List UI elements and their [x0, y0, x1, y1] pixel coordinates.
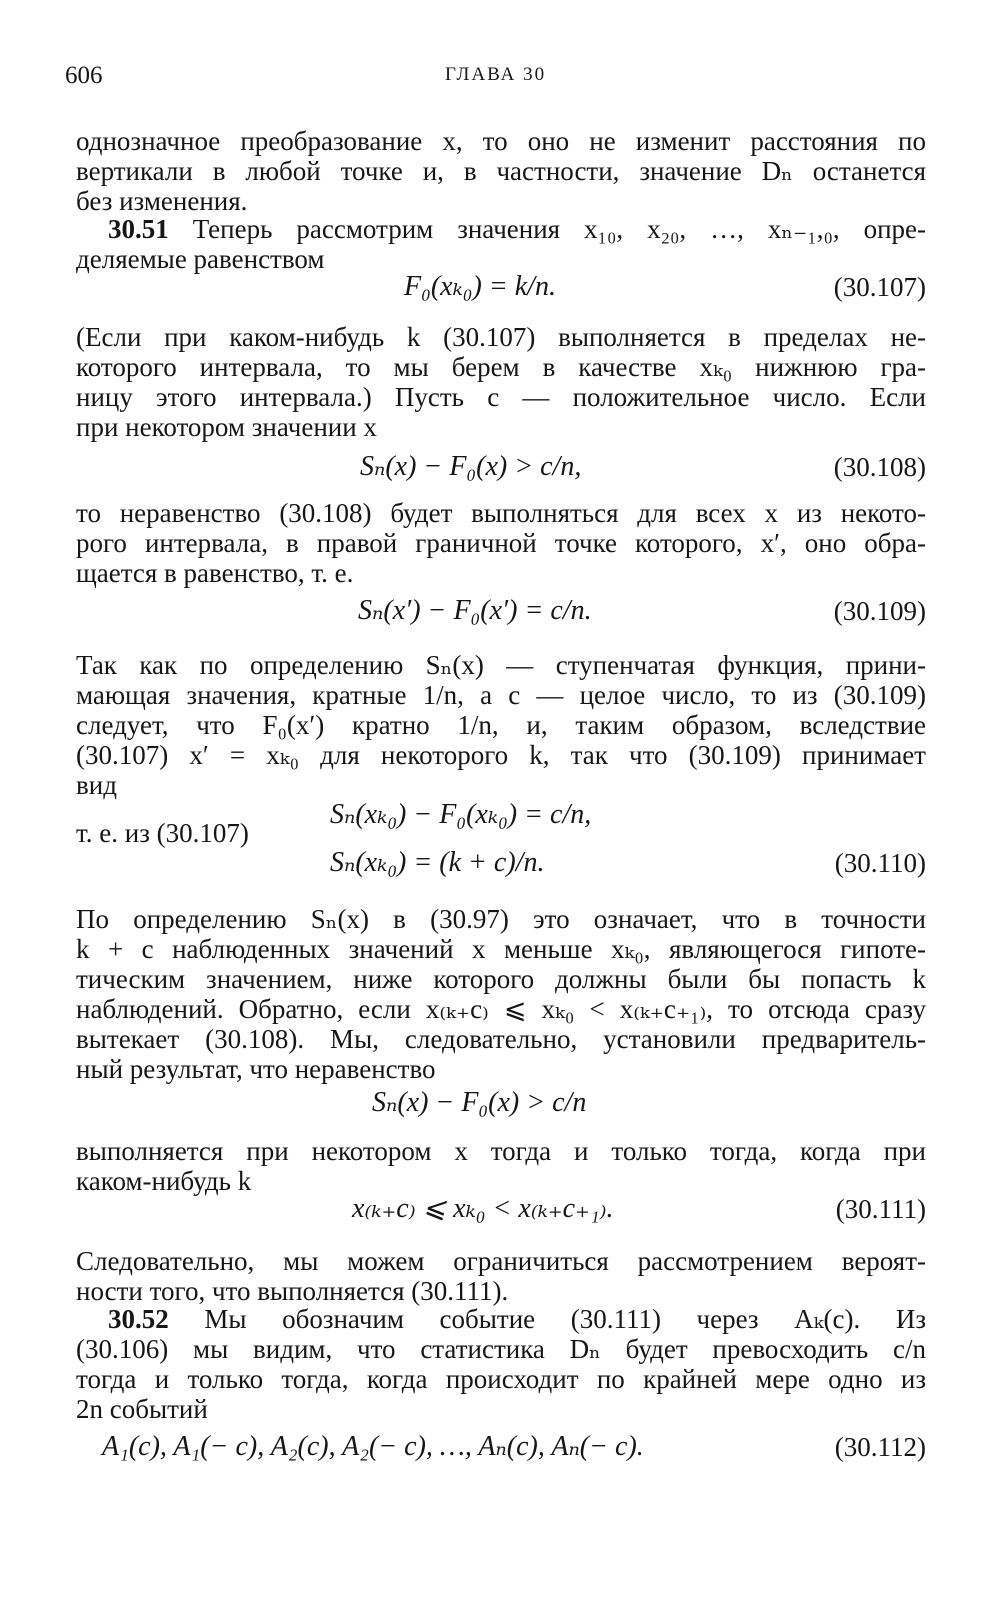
display-formula: Sₙ(xₖ₀) = (k + c)/n.	[330, 847, 545, 878]
text-line	[76, 412, 926, 442]
text-line-content: (Если при каком-нибудь k (30.107) выполняется в пределах не-	[76, 322, 926, 352]
text-line	[76, 710, 926, 740]
equation-number: (30.109)	[833, 596, 926, 626]
text-line-content: деляемые равенством	[76, 244, 325, 274]
text-line	[76, 1054, 926, 1084]
text-line-content: мающая значения, кратные 1/n, а c — целое число, то из (30.109)	[76, 680, 926, 710]
text-line-content: тогда и только тогда, когда происходит по крайней мере одно из	[76, 1364, 926, 1394]
section-number: 30.52	[108, 1304, 169, 1334]
text-line	[76, 1394, 926, 1424]
text-line-content: k + c наблюденных значений x меньше xₖ₀, являющегося гипоте-	[76, 934, 926, 964]
text-line	[76, 964, 926, 994]
text-line-content: при некотором значении x	[76, 412, 377, 442]
text-line	[76, 498, 926, 528]
text-line	[76, 528, 926, 558]
text-line-content: (30.107) x′ = xₖ₀ для некоторого k, так что (30.109) принимает	[76, 740, 926, 770]
text-line	[76, 382, 926, 412]
equation-number: (30.107)	[833, 272, 926, 302]
text-line	[108, 1304, 926, 1334]
side-note: т. е. из (30.107)	[76, 818, 249, 848]
display-formula: A₁(c), A₁(− c), A₂(c), A₂(− c), …, Aₙ(c), Aₙ(− c).	[102, 1431, 644, 1462]
text-line-content: 2n событий	[76, 1394, 208, 1424]
text-line-content: Теперь рассмотрим значения x₁₀, x₂₀, …, xₙ₋₁,₀, опре-	[192, 214, 926, 244]
text-line	[76, 558, 926, 588]
text-line	[76, 1136, 926, 1166]
text-line-content: ницу этого интервала.) Пусть c — положительное число. Если	[76, 382, 926, 412]
text-line	[76, 1166, 926, 1196]
text-line	[76, 740, 926, 770]
text-line-content: выполняется при некотором x тогда и только тогда, когда при	[76, 1136, 926, 1166]
text-line	[76, 322, 926, 352]
text-line-content: По определению Sₙ(x) в (30.97) это означает, что в точности	[76, 904, 926, 934]
text-line-content: ности того, что выполняется (30.111).	[76, 1276, 509, 1306]
display-formula: x₍ₖ₊c₎ ⩽ xₖ₀ < x₍ₖ₊c₊₁₎.	[352, 1193, 614, 1224]
text-line	[76, 650, 926, 680]
text-line-content: рого интервала, в правой граничной точке которого, x′, оно обра-	[76, 528, 926, 558]
text-line	[76, 156, 926, 186]
equation-number: (30.108)	[833, 452, 926, 482]
text-line-content: щается в равенство, т. е.	[76, 558, 354, 588]
text-line	[76, 994, 926, 1024]
equation-number: (30.110)	[834, 848, 926, 878]
display-formula: F₀(xₖ₀) = k/n.	[404, 271, 556, 302]
text-line-content: вертикали в любой точке и, в частности, значение Dₙ останется	[76, 156, 926, 186]
text-line-content: ный результат, что неравенство	[76, 1054, 436, 1084]
display-formula: Sₙ(xₖ₀) − F₀(xₖ₀) = c/n,	[330, 799, 592, 830]
display-formula: Sₙ(x) − F₀(x) > c/n,	[360, 451, 582, 482]
equation-number: (30.111)	[835, 1194, 926, 1224]
display-formula: Sₙ(x′) − F₀(x′) = c/n.	[358, 595, 592, 626]
text-line	[76, 934, 926, 964]
text-line	[76, 1364, 926, 1394]
text-line	[76, 352, 926, 382]
text-line-content: вид	[76, 770, 117, 800]
text-line	[76, 770, 926, 800]
text-line-content: каком-нибудь k	[76, 1166, 252, 1196]
text-line-content: (30.106) мы видим, что статистика Dₙ будет превосходить c/n	[76, 1334, 926, 1364]
text-line	[76, 126, 926, 156]
section-number: 30.51	[108, 214, 169, 244]
equation-number: (30.112)	[834, 1432, 926, 1462]
text-line	[76, 244, 926, 274]
text-line	[76, 1024, 926, 1054]
running-head: ГЛАВА 30	[445, 64, 547, 85]
text-line-content: следует, что F₀(x′) кратно 1/n, и, таким образом, вследствие	[76, 710, 926, 740]
text-line	[76, 186, 926, 216]
text-line	[76, 1246, 926, 1276]
display-formula: Sₙ(x) − F₀(x) > c/n	[372, 1087, 587, 1118]
text-line-content: вытекает (30.108). Мы, следовательно, установили предваритель-	[76, 1024, 926, 1054]
page-number: 606	[65, 62, 103, 89]
text-line-content: наблюдений. Обратно, если x₍ₖ₊c₎ ⩽ xₖ₀ < x₍ₖ₊c₊₁₎, то отсюда сразу	[76, 994, 926, 1024]
text-line	[76, 680, 926, 710]
text-line	[76, 1334, 926, 1364]
text-line	[108, 214, 926, 244]
text-line-content: без изменения.	[76, 186, 248, 216]
text-line-content: однозначное преобразование x, то оно не изменит расстояния по	[76, 126, 926, 156]
text-line-content: тическим значением, ниже которого должны были бы попасть k	[76, 964, 926, 994]
text-line	[76, 1276, 926, 1306]
text-line	[76, 904, 926, 934]
text-line-content: Мы обозначим событие (30.111) через Aₖ(c). Из	[204, 1304, 927, 1334]
text-line-content: то неравенство (30.108) будет выполняться для всех x из некото-	[76, 498, 926, 528]
text-line-content: Так как по определению Sₙ(x) — ступенчатая функция, прини-	[76, 650, 926, 680]
text-line-content: Следовательно, мы можем ограничиться рассмотрением вероят-	[76, 1246, 926, 1276]
text-line-content: которого интервала, то мы берем в качестве xₖ₀ нижнюю гра-	[76, 352, 926, 382]
